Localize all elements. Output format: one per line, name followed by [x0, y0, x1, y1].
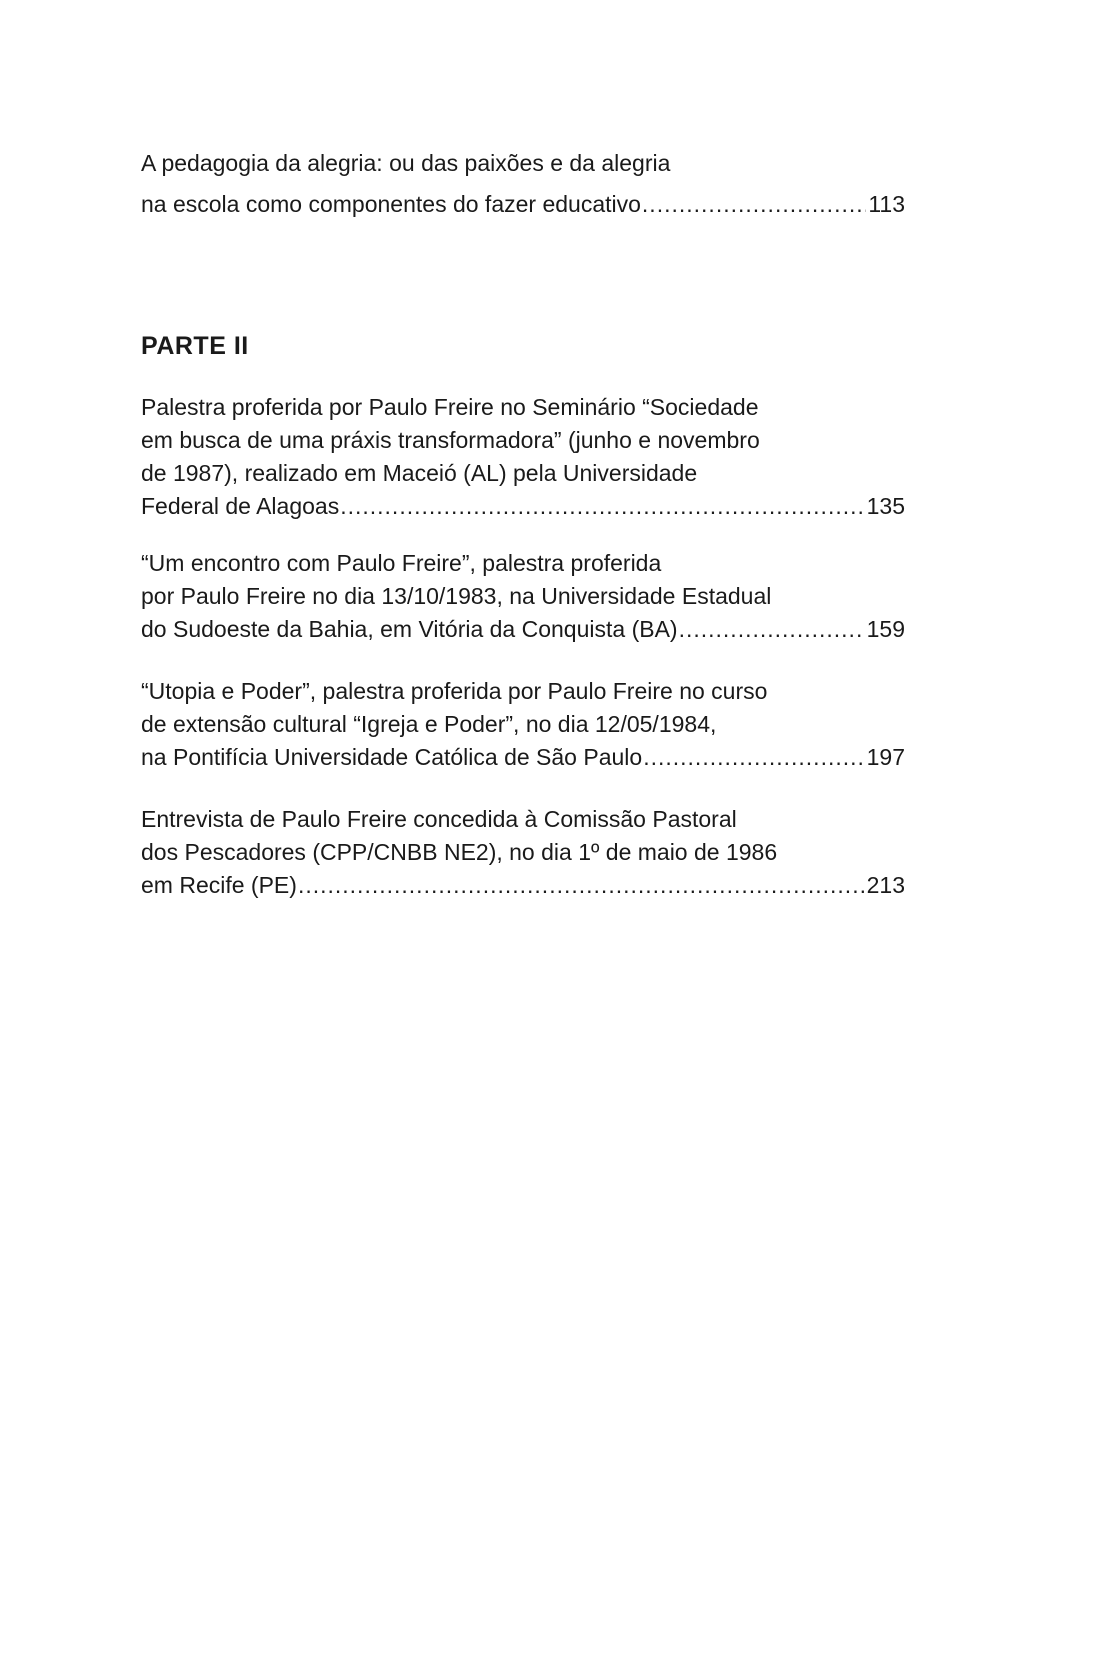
toc-entry-last-line — [141, 741, 905, 774]
toc-entry-utopia[interactable] — [141, 675, 905, 774]
toc-entry-text: na Pontifícia Universidade Católica de São Paulo — [141, 744, 643, 770]
toc-entry-text: na escola como componentes do fazer educativo — [141, 191, 641, 217]
dot-leader — [643, 741, 864, 774]
toc-entry-encontro[interactable] — [141, 547, 905, 646]
toc-entry-last-line — [141, 184, 905, 225]
toc-entry-text: em Recife (PE) — [141, 872, 297, 898]
dot-leader — [340, 490, 864, 523]
toc-entry-line: A pedagogia da alegria: ou das paixões e da alegria — [141, 150, 671, 176]
toc-entry-palestra-maceio[interactable] — [141, 391, 905, 523]
toc-entry-line: de extensão cultural “Igreja e Poder”, no dia 12/05/1984, — [141, 711, 717, 737]
toc-entry-last-line — [141, 869, 905, 902]
toc-entry-line: Entrevista de Paulo Freire concedida à Comissão Pastoral — [141, 806, 737, 832]
toc-entry-text: Federal de Alagoas — [141, 493, 340, 519]
toc-entry-line: Palestra proferida por Paulo Freire no Seminário “Sociedade — [141, 394, 759, 420]
toc-entry-line: de 1987), realizado em Maceió (AL) pela Universidade — [141, 460, 698, 486]
page-number: 159 — [866, 616, 905, 642]
toc-entry-line: em busca de uma práxis transformadora” (junho e novembro — [141, 427, 760, 453]
toc-entry-entrevista[interactable] — [141, 803, 905, 902]
toc-entry-line: dos Pescadores (CPP/CNBB NE2), no dia 1º de maio de 1986 — [141, 839, 778, 865]
toc-entry-line: por Paulo Freire no dia 13/10/1983, na Universidade Estadual — [141, 583, 772, 609]
toc-entry-text: do Sudoeste da Bahia, em Vitória da Conquista (BA) — [141, 616, 678, 642]
toc-entry-last-line — [141, 490, 905, 523]
page-number: 113 — [868, 191, 905, 217]
page-number: 135 — [866, 493, 905, 519]
dot-leader — [679, 613, 865, 646]
page-number: 213 — [866, 872, 905, 898]
dot-leader — [298, 869, 865, 902]
toc-entry-alegria[interactable] — [141, 143, 905, 225]
toc-entry-last-line — [141, 613, 905, 646]
toc-entry-line: “Utopia e Poder”, palestra proferida por Paulo Freire no curso — [141, 678, 768, 704]
section-heading-parte-ii: PARTE II — [141, 332, 249, 360]
page-number: 197 — [866, 744, 905, 770]
toc-entry-line: “Um encontro com Paulo Freire”, palestra proferida — [141, 550, 662, 576]
dot-leader — [642, 184, 866, 225]
